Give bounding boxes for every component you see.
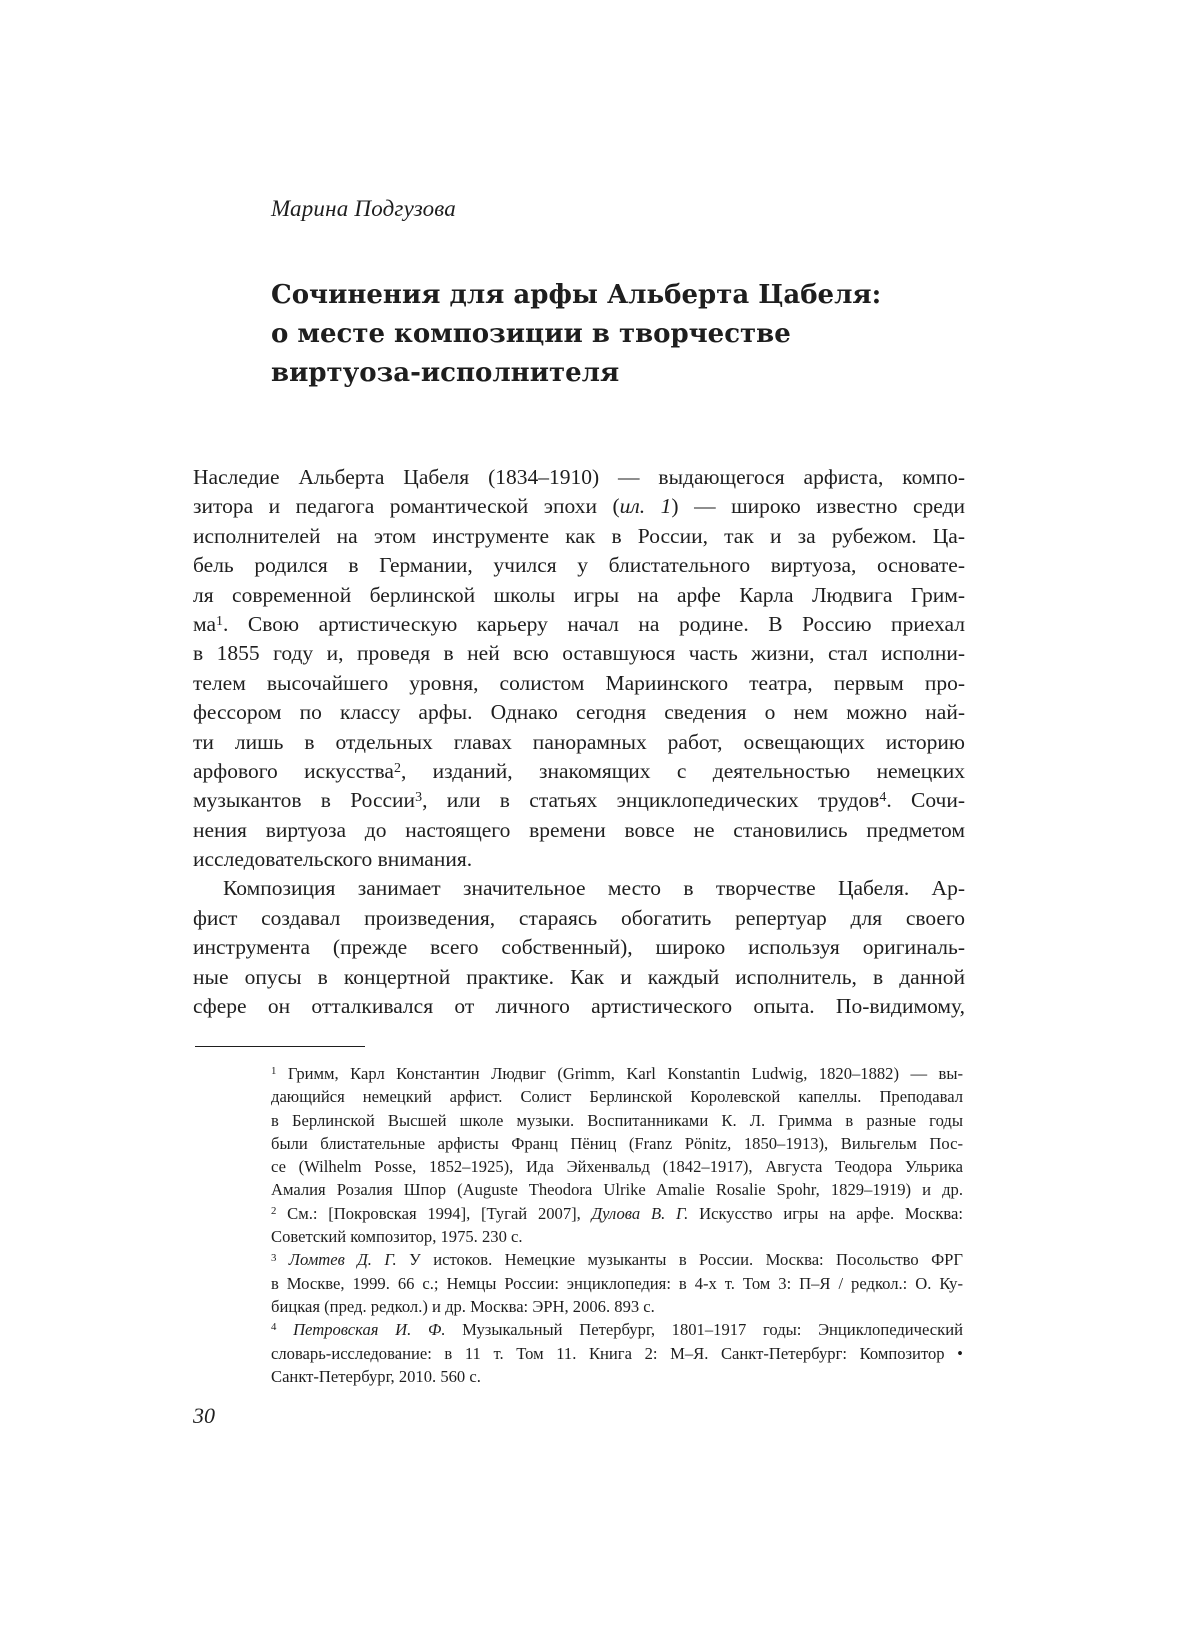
footnote-line: 2 См.: [Покровская 1994], [Тугай 2007], Дулова В. Г. Искусство игры на арфе. Москва:: [271, 1202, 963, 1225]
footnote-line: Советский композитор, 1975. 230 с.: [271, 1225, 963, 1248]
footnote-number: 1: [271, 1065, 276, 1077]
article-body: [193, 463, 965, 1021]
footnote-line: в Москве, 1999. 66 с.; Немцы России: энциклопедия: в 4-х т. Том 3: П–Я / редкол.: О. Ку-: [271, 1272, 963, 1295]
body-line: зитора и педагога романтической эпохи (ил. 1) — широко известно среди: [193, 492, 965, 521]
body-line: сфере он отталкивался от личного артистического опыта. По-видимому,: [193, 992, 965, 1021]
article-author: Марина Подгузова: [271, 196, 456, 222]
body-line: в 1855 году и, проведя в ней всю оставшуюся часть жизни, стал исполни-: [193, 639, 965, 668]
book-page: [0, 0, 1200, 1627]
title-line: о месте композиции в творчестве: [271, 315, 881, 354]
article-title: [271, 276, 881, 393]
body-line: фист создавал произведения, стараясь обогатить репертуар для своего: [193, 904, 965, 933]
cited-author: Ломтев Д. Г.: [289, 1250, 397, 1269]
illustration-ref: ил. 1: [620, 494, 672, 518]
footnote-line: Санкт-Петербург, 2010. 560 с.: [271, 1365, 963, 1388]
body-line: нения виртуоза до настоящего времени вовсе не становились предметом: [193, 816, 965, 845]
footnote-line: дающийся немецкий арфист. Солист Берлинской Королевской капеллы. Преподавал: [271, 1085, 963, 1108]
footnote-ref[interactable]: 4: [879, 790, 886, 805]
cited-author: Дулова В. Г.: [592, 1204, 689, 1223]
body-line: исполнителей на этом инструменте как в России, так и за рубежом. Ца-: [193, 522, 965, 551]
cited-author: Петровская И. Ф.: [293, 1320, 445, 1339]
footnote-ref[interactable]: 1: [216, 614, 223, 629]
body-line: телем высочайшего уровня, солистом Мариинского театра, первым про-: [193, 669, 965, 698]
body-line: Наследие Альберта Цабеля (1834–1910) — выдающегося арфиста, компо-: [193, 463, 965, 492]
footnote-number: 2: [271, 1205, 276, 1217]
body-line: инструмента (прежде всего собственный), широко используя оригиналь-: [193, 933, 965, 962]
footnote-ref[interactable]: 3: [415, 790, 422, 805]
body-line: ля современной берлинской школы игры на арфе Карла Людвига Грим-: [193, 581, 965, 610]
body-line: бель родился в Германии, учился у блистательного виртуоза, основате-: [193, 551, 965, 580]
body-line: исследовательского внимания.: [193, 845, 965, 874]
title-line: Сочинения для арфы Альберта Цабеля:: [271, 276, 881, 315]
footnotes: [271, 1062, 963, 1388]
body-line: фессором по классу арфы. Однако сегодня сведения о нем можно най-: [193, 698, 965, 727]
body-line: ти лишь в отдельных главах панорамных работ, освещающих историю: [193, 728, 965, 757]
footnote-line: в Берлинской Высшей школе музыки. Воспитанниками К. Л. Гримма в разные годы: [271, 1109, 963, 1132]
body-line: ные опусы в концертной практике. Как и каждый исполнитель, в данной: [193, 963, 965, 992]
footnote-line: се (Wilhelm Posse, 1852–1925), Ида Эйхенвальд (1842–1917), Августа Теодора Ульрика: [271, 1155, 963, 1178]
footnote-line: 3 Ломтев Д. Г. У истоков. Немецкие музыканты в России. Москва: Посольство ФРГ: [271, 1248, 963, 1271]
footnote-ref[interactable]: 2: [394, 761, 401, 776]
body-line: Композиция занимает значительное место в творчестве Цабеля. Ар-: [193, 874, 965, 903]
page-number: 30: [193, 1403, 215, 1429]
body-line: ма1. Свою артистическую карьеру начал на родине. В Россию приехал: [193, 610, 965, 639]
footnote-line: были блистательные арфисты Франц Пёниц (Franz Pönitz, 1850–1913), Вильгельм Пос-: [271, 1132, 963, 1155]
body-line: музыкантов в России3, или в статьях энциклопедических трудов4. Сочи-: [193, 786, 965, 815]
title-line: виртуоза-исполнителя: [271, 354, 881, 393]
footnote-number: 3: [271, 1252, 276, 1264]
body-line: арфового искусства2, изданий, знакомящих с деятельностью немецких: [193, 757, 965, 786]
footnote-line: словарь-исследование: в 11 т. Том 11. Книга 2: М–Я. Санкт-Петербург: Композитор •: [271, 1342, 963, 1365]
footnote-line: 4 Петровская И. Ф. Музыкальный Петербург, 1801–1917 годы: Энциклопедический: [271, 1318, 963, 1341]
footnote-line: Амалия Розалия Шпор (Auguste Theodora Ulrike Amalie Rosalie Spohr, 1829–1919) и др.: [271, 1178, 963, 1201]
footnote-number: 4: [271, 1321, 276, 1333]
footnote-line: 1 Гримм, Карл Константин Людвиг (Grimm, Karl Konstantin Ludwig, 1820–1882) — вы-: [271, 1062, 963, 1085]
footnote-divider: [195, 1046, 365, 1047]
footnote-line: бицкая (пред. редкол.) и др. Москва: ЭРН, 2006. 893 с.: [271, 1295, 963, 1318]
